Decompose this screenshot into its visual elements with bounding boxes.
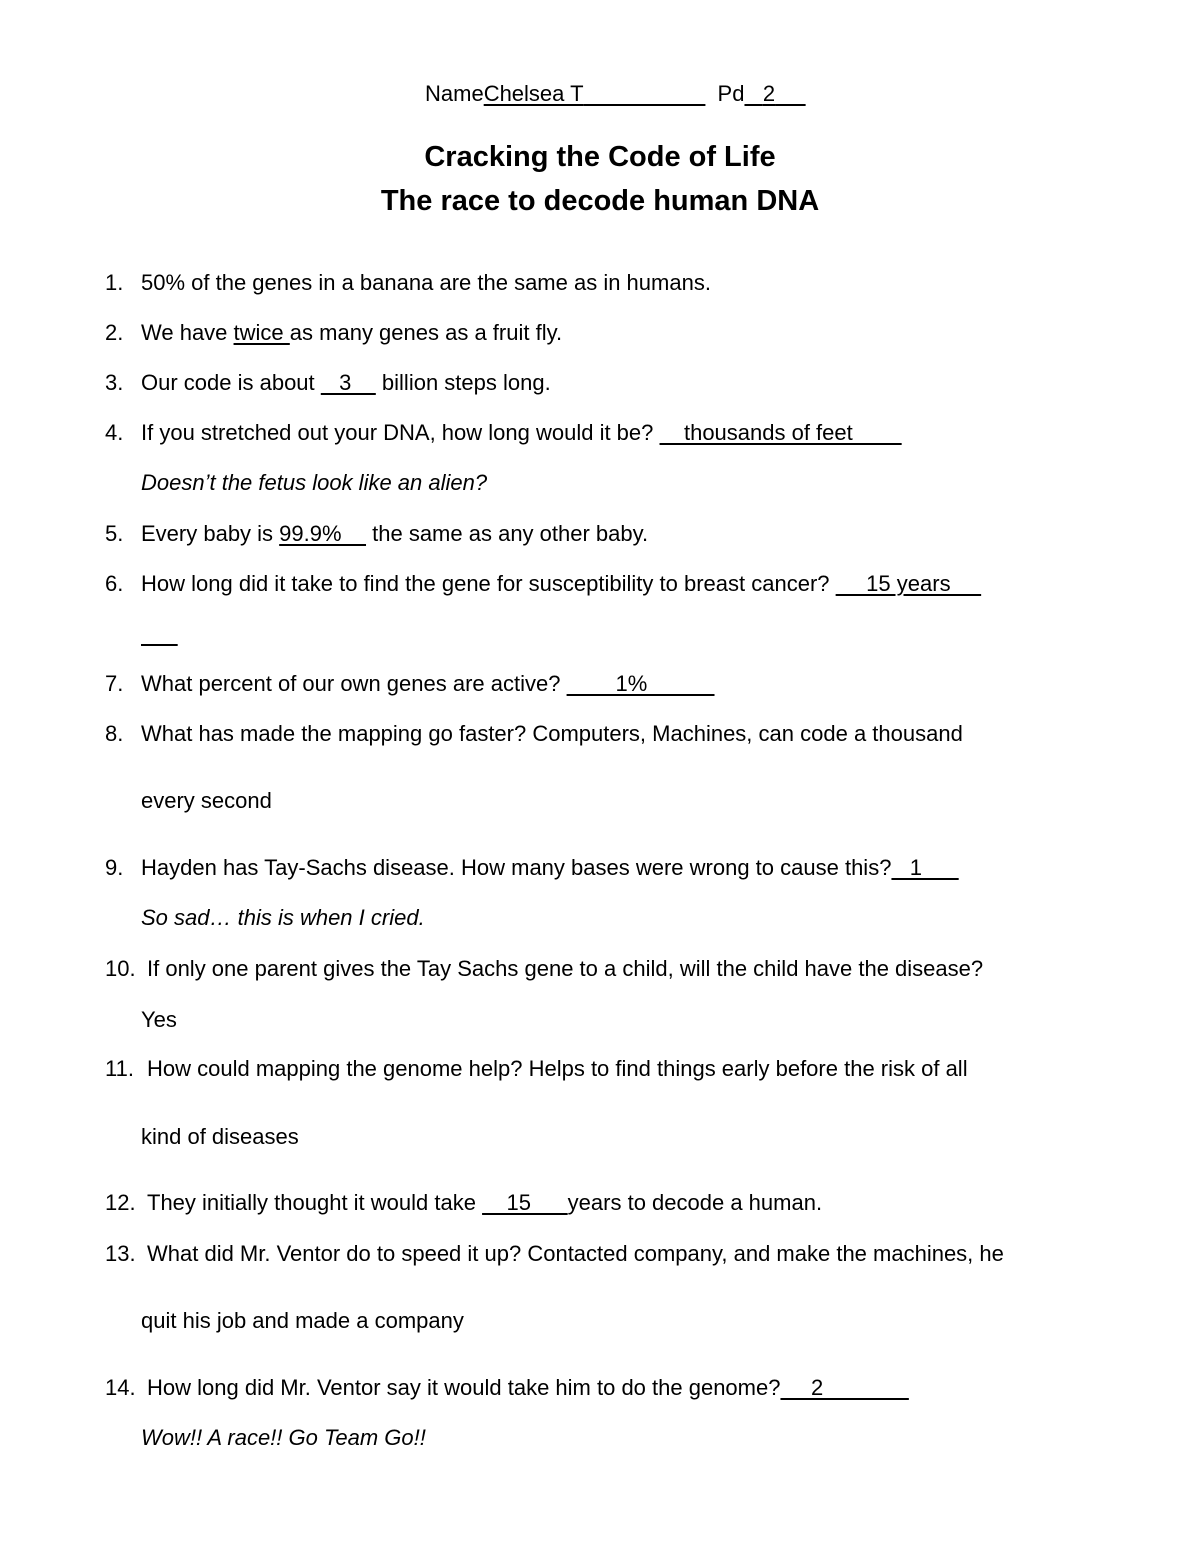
answer-text: twice <box>233 320 290 345</box>
question-11-continued: kind of diseases <box>141 1124 299 1149</box>
question-text: What has made the mapping go faster? Computers, Machines, can code a thousand <box>141 721 963 746</box>
question-3 <box>105 369 551 397</box>
question-number: 14. <box>105 1375 136 1400</box>
question-14 <box>105 1374 909 1402</box>
title-line-1: Cracking the Code of Life <box>424 141 776 173</box>
question-6-blank <box>141 620 178 648</box>
pd-blank <box>775 81 806 106</box>
answer-text: 15 years <box>835 571 982 596</box>
answer-text: 99.9% <box>279 521 367 546</box>
pd-value: 2 <box>762 81 776 106</box>
question-text: How could mapping the genome help? Helps to find things early before the risk of all <box>147 1056 968 1081</box>
name-blank <box>583 81 705 106</box>
question-10 <box>105 955 983 983</box>
question-text: 50% of the genes in a banana are the same as in humans. <box>141 270 711 295</box>
question-text: Every baby is <box>141 521 280 546</box>
question-text-end: as many genes as a fruit fly. <box>289 320 563 345</box>
question-text: How long did it take to find the gene for susceptibility to breast cancer? <box>141 571 836 596</box>
question-number: 6. <box>105 571 124 596</box>
header-line <box>425 80 806 108</box>
question-text-end: billion steps long. <box>375 370 551 395</box>
question-9 <box>105 854 959 882</box>
question-1 <box>105 269 711 297</box>
pd-label: Pd <box>717 81 745 106</box>
name-value: Chelsea T <box>483 81 584 106</box>
question-number: 7. <box>105 671 124 696</box>
question-text: Our code is about <box>141 370 321 395</box>
question-6 <box>105 570 981 598</box>
question-text: How long did Mr. Ventor say it would take him to do the genome? <box>147 1375 781 1400</box>
answer-text: 1 <box>891 855 959 880</box>
question-number: 1. <box>105 270 124 295</box>
question-13 <box>105 1240 1004 1268</box>
question-text: We have <box>141 320 234 345</box>
question-text: Hayden has Tay-Sachs disease. How many bases were wrong to cause this? <box>141 855 892 880</box>
question-text-end: years to decode a human. <box>567 1190 823 1215</box>
question-13-continued: quit his job and made a company <box>141 1308 464 1333</box>
question-12 <box>105 1189 822 1217</box>
answer-blank <box>141 621 178 646</box>
question-number: 9. <box>105 855 124 880</box>
question-10-answer: Yes <box>141 1007 177 1032</box>
question-number: 8. <box>105 721 124 746</box>
answer-text: 3 <box>320 370 376 395</box>
name-label: Name <box>425 81 484 106</box>
question-text: They initially thought it would take <box>147 1190 483 1215</box>
answer-text: 15 <box>482 1190 568 1215</box>
title-line-2: The race to decode human DNA <box>380 185 820 217</box>
question-number: 10. <box>105 956 136 981</box>
question-7 <box>105 670 715 698</box>
question-number: 3. <box>105 370 124 395</box>
question-5 <box>105 520 648 548</box>
pd-lead <box>744 81 762 106</box>
answer-text: 2 <box>780 1375 909 1400</box>
question-4 <box>105 419 902 447</box>
question-number: 11. <box>105 1056 134 1081</box>
question-8 <box>105 720 963 748</box>
answer-text: 1% <box>566 671 715 696</box>
question-8-continued: every second <box>141 788 272 813</box>
question-text: If you stretched out your DNA, how long would it be? <box>141 420 660 445</box>
question-11 <box>105 1055 968 1083</box>
question-14-note: Wow!! A race!! Go Team Go!! <box>141 1425 426 1450</box>
question-text-end: the same as any other baby. <box>366 521 649 546</box>
question-number: 2. <box>105 320 124 345</box>
question-4-note: Doesn’t the fetus look like an alien? <box>141 470 488 495</box>
question-number: 12. <box>105 1190 136 1215</box>
question-text: What percent of our own genes are active? <box>141 671 567 696</box>
question-text: If only one parent gives the Tay Sachs gene to a child, will the child have the disease? <box>147 956 984 981</box>
question-number: 4. <box>105 420 124 445</box>
question-9-note: So sad… this is when I cried. <box>141 905 425 930</box>
question-text: What did Mr. Ventor do to speed it up? Contacted company, and make the machines, he <box>147 1241 1004 1266</box>
answer-text: thousands of feet <box>659 420 902 445</box>
question-number: 5. <box>105 521 124 546</box>
question-2 <box>105 319 562 347</box>
question-number: 13. <box>105 1241 136 1266</box>
